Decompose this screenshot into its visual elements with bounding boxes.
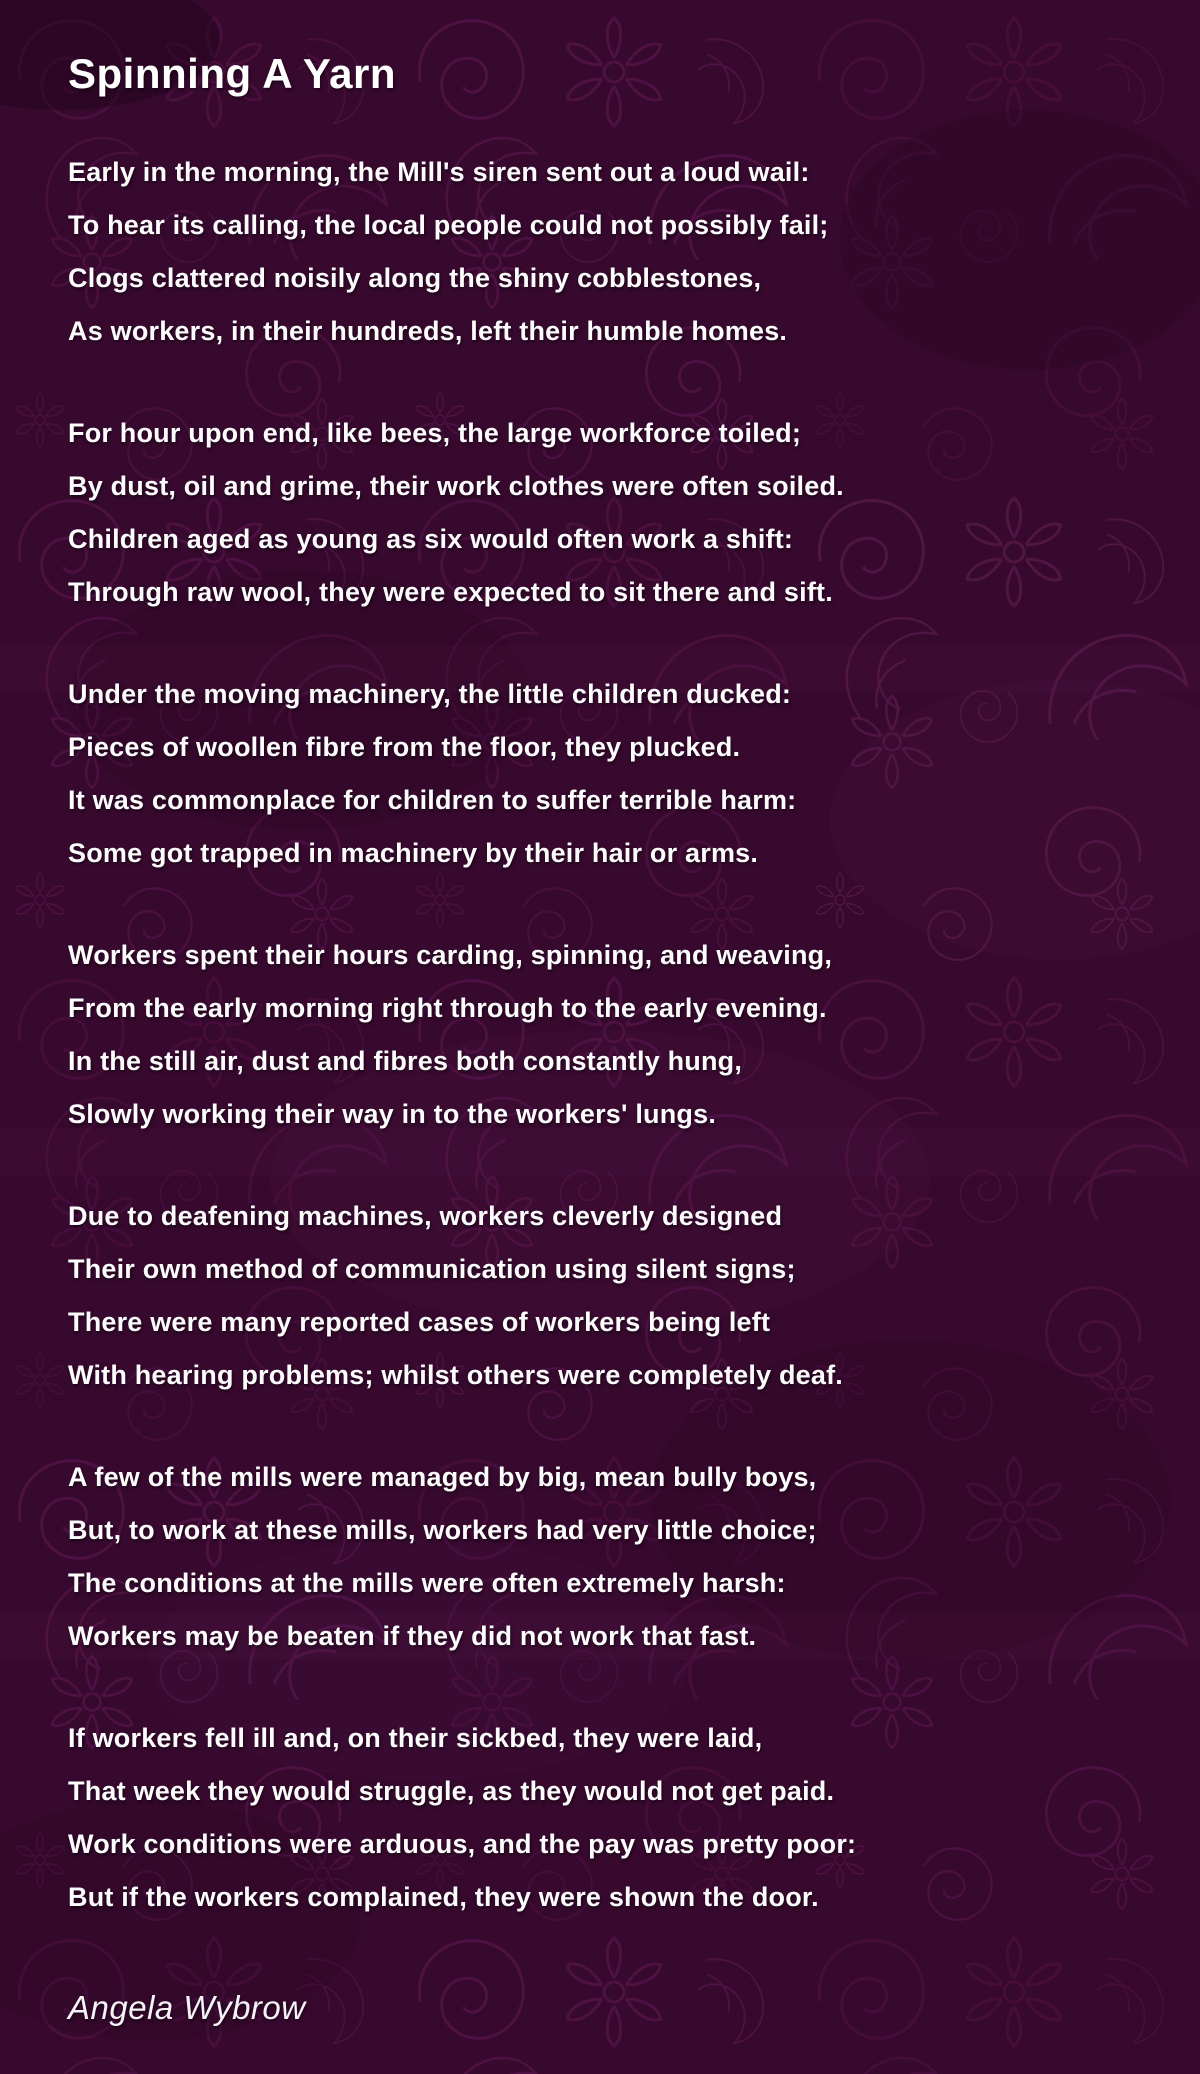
poem-line: As workers, in their hundreds, left their humble homes. bbox=[68, 316, 788, 346]
poem-body bbox=[68, 146, 1160, 1924]
poem-line: Workers may be beaten if they did not work that fast. bbox=[68, 1621, 757, 1651]
poem-line: Early in the morning, the Mill's siren sent out a loud wail: bbox=[68, 157, 810, 187]
poem-line: There were many reported cases of workers being left bbox=[68, 1307, 771, 1337]
poem-line: Workers spent their hours carding, spinning, and weaving, bbox=[68, 940, 833, 970]
poem-line: Their own method of communication using silent signs; bbox=[68, 1254, 796, 1284]
poem-line: But, to work at these mills, workers had very little choice; bbox=[68, 1515, 817, 1545]
poem-line: In the still air, dust and fibres both constantly hung, bbox=[68, 1046, 743, 1076]
poem-line: If workers fell ill and, on their sickbed, they were laid, bbox=[68, 1723, 763, 1753]
poem-line: From the early morning right through to the early evening. bbox=[68, 993, 827, 1023]
stanza-6 bbox=[68, 1451, 1160, 1663]
poem-line: That week they would struggle, as they would not get paid. bbox=[68, 1776, 835, 1806]
poem-line: Children aged as young as six would often work a shift: bbox=[68, 524, 794, 554]
poem-line: Due to deafening machines, workers cleverly designed bbox=[68, 1201, 783, 1231]
poem-line: Through raw wool, they were expected to sit there and sift. bbox=[68, 577, 833, 607]
poem-line: But if the workers complained, they were shown the door. bbox=[68, 1882, 819, 1912]
author-signature: Angela Wybrow bbox=[68, 1989, 306, 2026]
poem-line: A few of the mills were managed by big, mean bully boys, bbox=[68, 1462, 817, 1492]
stanza-3 bbox=[68, 668, 1160, 880]
poem-line: By dust, oil and grime, their work clothes were often soiled. bbox=[68, 471, 844, 501]
poem-line: The conditions at the mills were often extremely harsh: bbox=[68, 1568, 786, 1598]
poem-line: Clogs clattered noisily along the shiny cobblestones, bbox=[68, 263, 762, 293]
poem-line: It was commonplace for children to suffer terrible harm: bbox=[68, 785, 797, 815]
stanza-5 bbox=[68, 1190, 1160, 1402]
poem-line: Under the moving machinery, the little children ducked: bbox=[68, 679, 792, 709]
page-title: Spinning A Yarn bbox=[68, 50, 396, 97]
stanza-1 bbox=[68, 146, 1160, 358]
poem-line: With hearing problems; whilst others were completely deaf. bbox=[68, 1360, 844, 1390]
poem-line: Work conditions were arduous, and the pay was pretty poor: bbox=[68, 1829, 857, 1859]
poem-line: For hour upon end, like bees, the large workforce toiled; bbox=[68, 418, 802, 448]
poem-line: Some got trapped in machinery by their hair or arms. bbox=[68, 838, 759, 868]
poem-line: Pieces of woollen fibre from the floor, they plucked. bbox=[68, 732, 741, 762]
poem-line: To hear its calling, the local people could not possibly fail; bbox=[68, 210, 829, 240]
stanza-4 bbox=[68, 929, 1160, 1141]
stanza-7 bbox=[68, 1712, 1160, 1924]
stanza-2 bbox=[68, 407, 1160, 619]
poem-line: Slowly working their way in to the workers' lungs. bbox=[68, 1099, 717, 1129]
